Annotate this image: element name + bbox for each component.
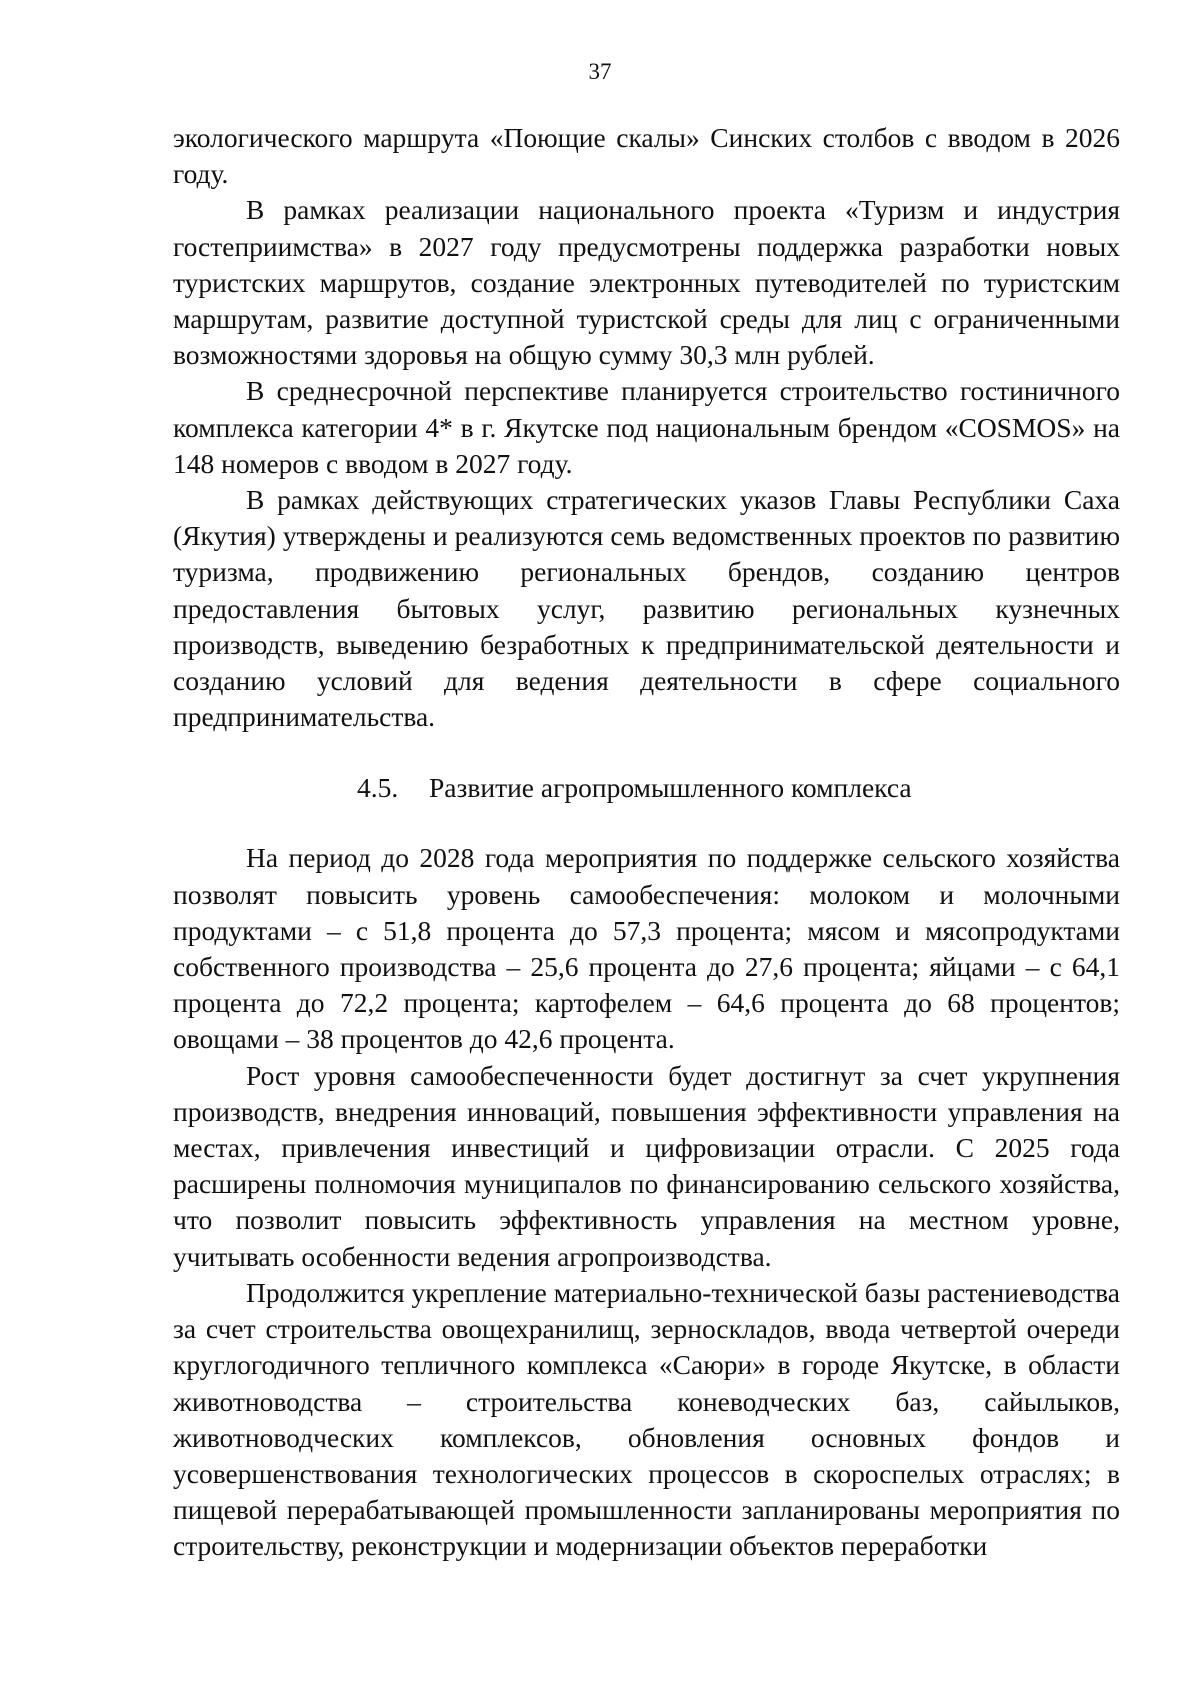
document-body: [173, 120, 1120, 1565]
paragraph-departmental-projects: В рамках действующих стратегических указов Главы Республики Саха (Якутия) утверждены и реализуются семь ведомственных проектов по развитию туризма, продвижению региональных брендов, созданию центров предоставления бытовых услуг, развитию региональных кузнечных производств, выведению безработных к предпринимательской деятельности и созданию условий для ведения деятельности в сфере социального предпринимательства.: [173, 484, 1120, 733]
paragraph-self-sufficiency: На период до 2028 года мероприятия по поддержке сельского хозяйства позволят повысить уровень самообеспечения: молоком и молочными продуктами – с 51,8 процента до 57,3 процента; мясом и мясопродуктами собственного производства – 25,6 процента до 27,6 процента; яйцами – с 64,1 процента до 72,2 процента; картофелем – 64,6 процента до 68 процентов; овощами – 38 процентов до 42,6 процента.: [173, 842, 1120, 1055]
section-number: 4.5.: [357, 772, 399, 804]
paragraph-eco-route: экологического маршрута «Поющие скалы» Синских столбов с вводом в 2026 году.: [173, 122, 1120, 190]
paragraph-growth-factors: Рост уровня самообеспеченности будет достигнут за счет укрупнения производств, внедрения инноваций, повышения эффективности управления на местах, привлечения инвестиций и цифровизации отрасли. С 2025 года расширены полномочия муниципалов по финансированию сельского хозяйства, что позволит повысить эффективность управления на местном уровне, учитывать особенности ведения агропроизводства.: [173, 1059, 1120, 1272]
section-title: Развитие агропромышленного комплекса: [429, 772, 912, 804]
paragraph-material-base: Продолжится укрепление материально-технической базы растениеводства за счет строительства овощехранилищ, зерноскладов, ввода четвертой очереди круглогодичного тепличного комплекса «Саюри» в городе Якутске, в области животноводства – строительства коневодческих баз, сайылыков, животноводческих комплексов, обновления основных фондов и усовершенствования технологических процессов в скороспелых отраслях; в пищевой перерабатывающей промышленности запланированы мероприятия по строительству, реконструкции и модернизации объектов переработки: [173, 1276, 1120, 1562]
page-number: 37: [588, 59, 612, 84]
section-heading: [173, 770, 1120, 806]
paragraph-hotel-complex: В среднесрочной перспективе планируется строительство гостиничного комплекса категории 4* в г. Якутске под национальным брендом «COSMOS» на 148 номеров с вводом в 2027 году.: [173, 375, 1120, 479]
paragraph-tourism-project: В рамках реализации национального проекта «Туризм и индустрия гостеприимства» в 2027 году предусмотрены поддержка разработки новых туристских маршрутов, создание электронных путеводителей по туристским маршрутам, развитие доступной туристской среды для лиц с ограниченными возможностями здоровья на общую сумму 30,3 млн рублей.: [173, 194, 1120, 371]
